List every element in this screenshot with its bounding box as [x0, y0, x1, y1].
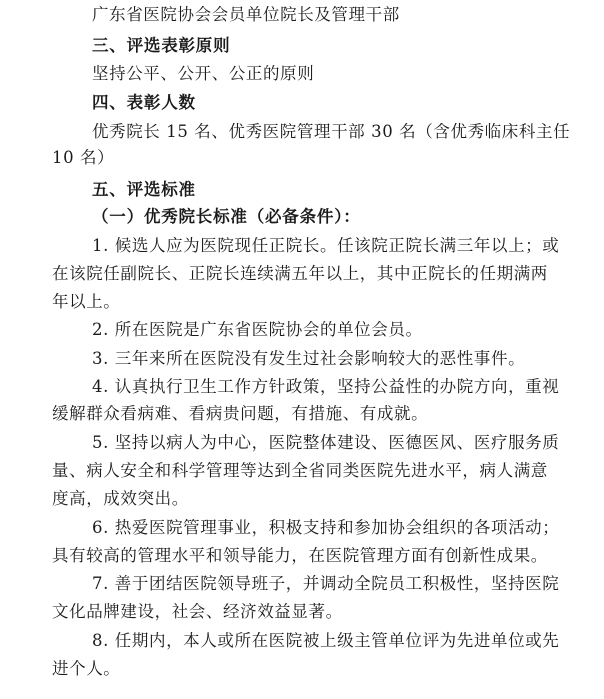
criterion-7-line-1: 7. 善于团结医院领导班子，并调动全院员工积极性，坚持医院 [92, 574, 560, 593]
section-3-text: 坚持公平、公开、公正的原则 [92, 64, 315, 83]
criterion-3: 3. 三年来所在医院没有发生过社会影响较大的恶性事件。 [92, 349, 526, 368]
criterion-8-line-1: 8. 任期内，本人或所在医院被上级主管单位评为先进单位或先 [92, 631, 560, 650]
scope-continuation: 广东省医院协会会员单位院长及管理干部 [92, 5, 400, 24]
criterion-5-line-1: 5. 坚持以病人为中心，医院整体建设、医德医风、医疗服务质 [92, 433, 560, 452]
criterion-1-line-2: 在该院任副院长、正院长连续满五年以上，其中正院长的任期满两 [52, 264, 548, 283]
criterion-4-line-2: 缓解群众看病难、看病贵问题，有措施、有成就。 [52, 404, 429, 423]
criterion-5-line-2: 量、病人安全和科学管理等达到全省同类医院先进水平，病人满意 [52, 461, 548, 480]
criterion-1-line-1: 1. 候选人应为医院现任正院长。任该院正院长满三年以上；或 [92, 236, 560, 255]
criterion-8-line-2: 进个人。 [52, 659, 121, 678]
criterion-6-line-2: 具有较高的管理水平和领导能力，在医院管理方面有创新性成果。 [52, 546, 548, 565]
criterion-1-line-3: 年以上。 [52, 292, 121, 311]
section-4-heading: 四、表彰人数 [92, 93, 196, 112]
section-4-text-line-2: 10 名） [52, 148, 115, 167]
subsection-1-heading: （一）优秀院长标准（必备条件）： [92, 207, 361, 226]
section-4-text-line-1: 优秀院长 15 名、优秀医院管理干部 30 名（含优秀临床科主任 [92, 122, 571, 141]
criterion-2: 2. 所在医院是广东省医院协会的单位会员。 [92, 320, 423, 339]
criterion-7-line-2: 文化品牌建设，社会、经济效益显著。 [52, 602, 343, 621]
criterion-6-line-1: 6. 热爱医院管理事业，积极支持和参加协会组织的各项活动； [92, 518, 560, 537]
criterion-5-line-3: 度高，成效突出。 [52, 489, 189, 508]
section-3-heading: 三、评选表彰原则 [92, 36, 231, 55]
criterion-4-line-1: 4. 认真执行卫生工作方针政策，坚持公益性的办院方向，重视 [92, 377, 560, 396]
section-5-heading: 五、评选标准 [92, 180, 196, 199]
